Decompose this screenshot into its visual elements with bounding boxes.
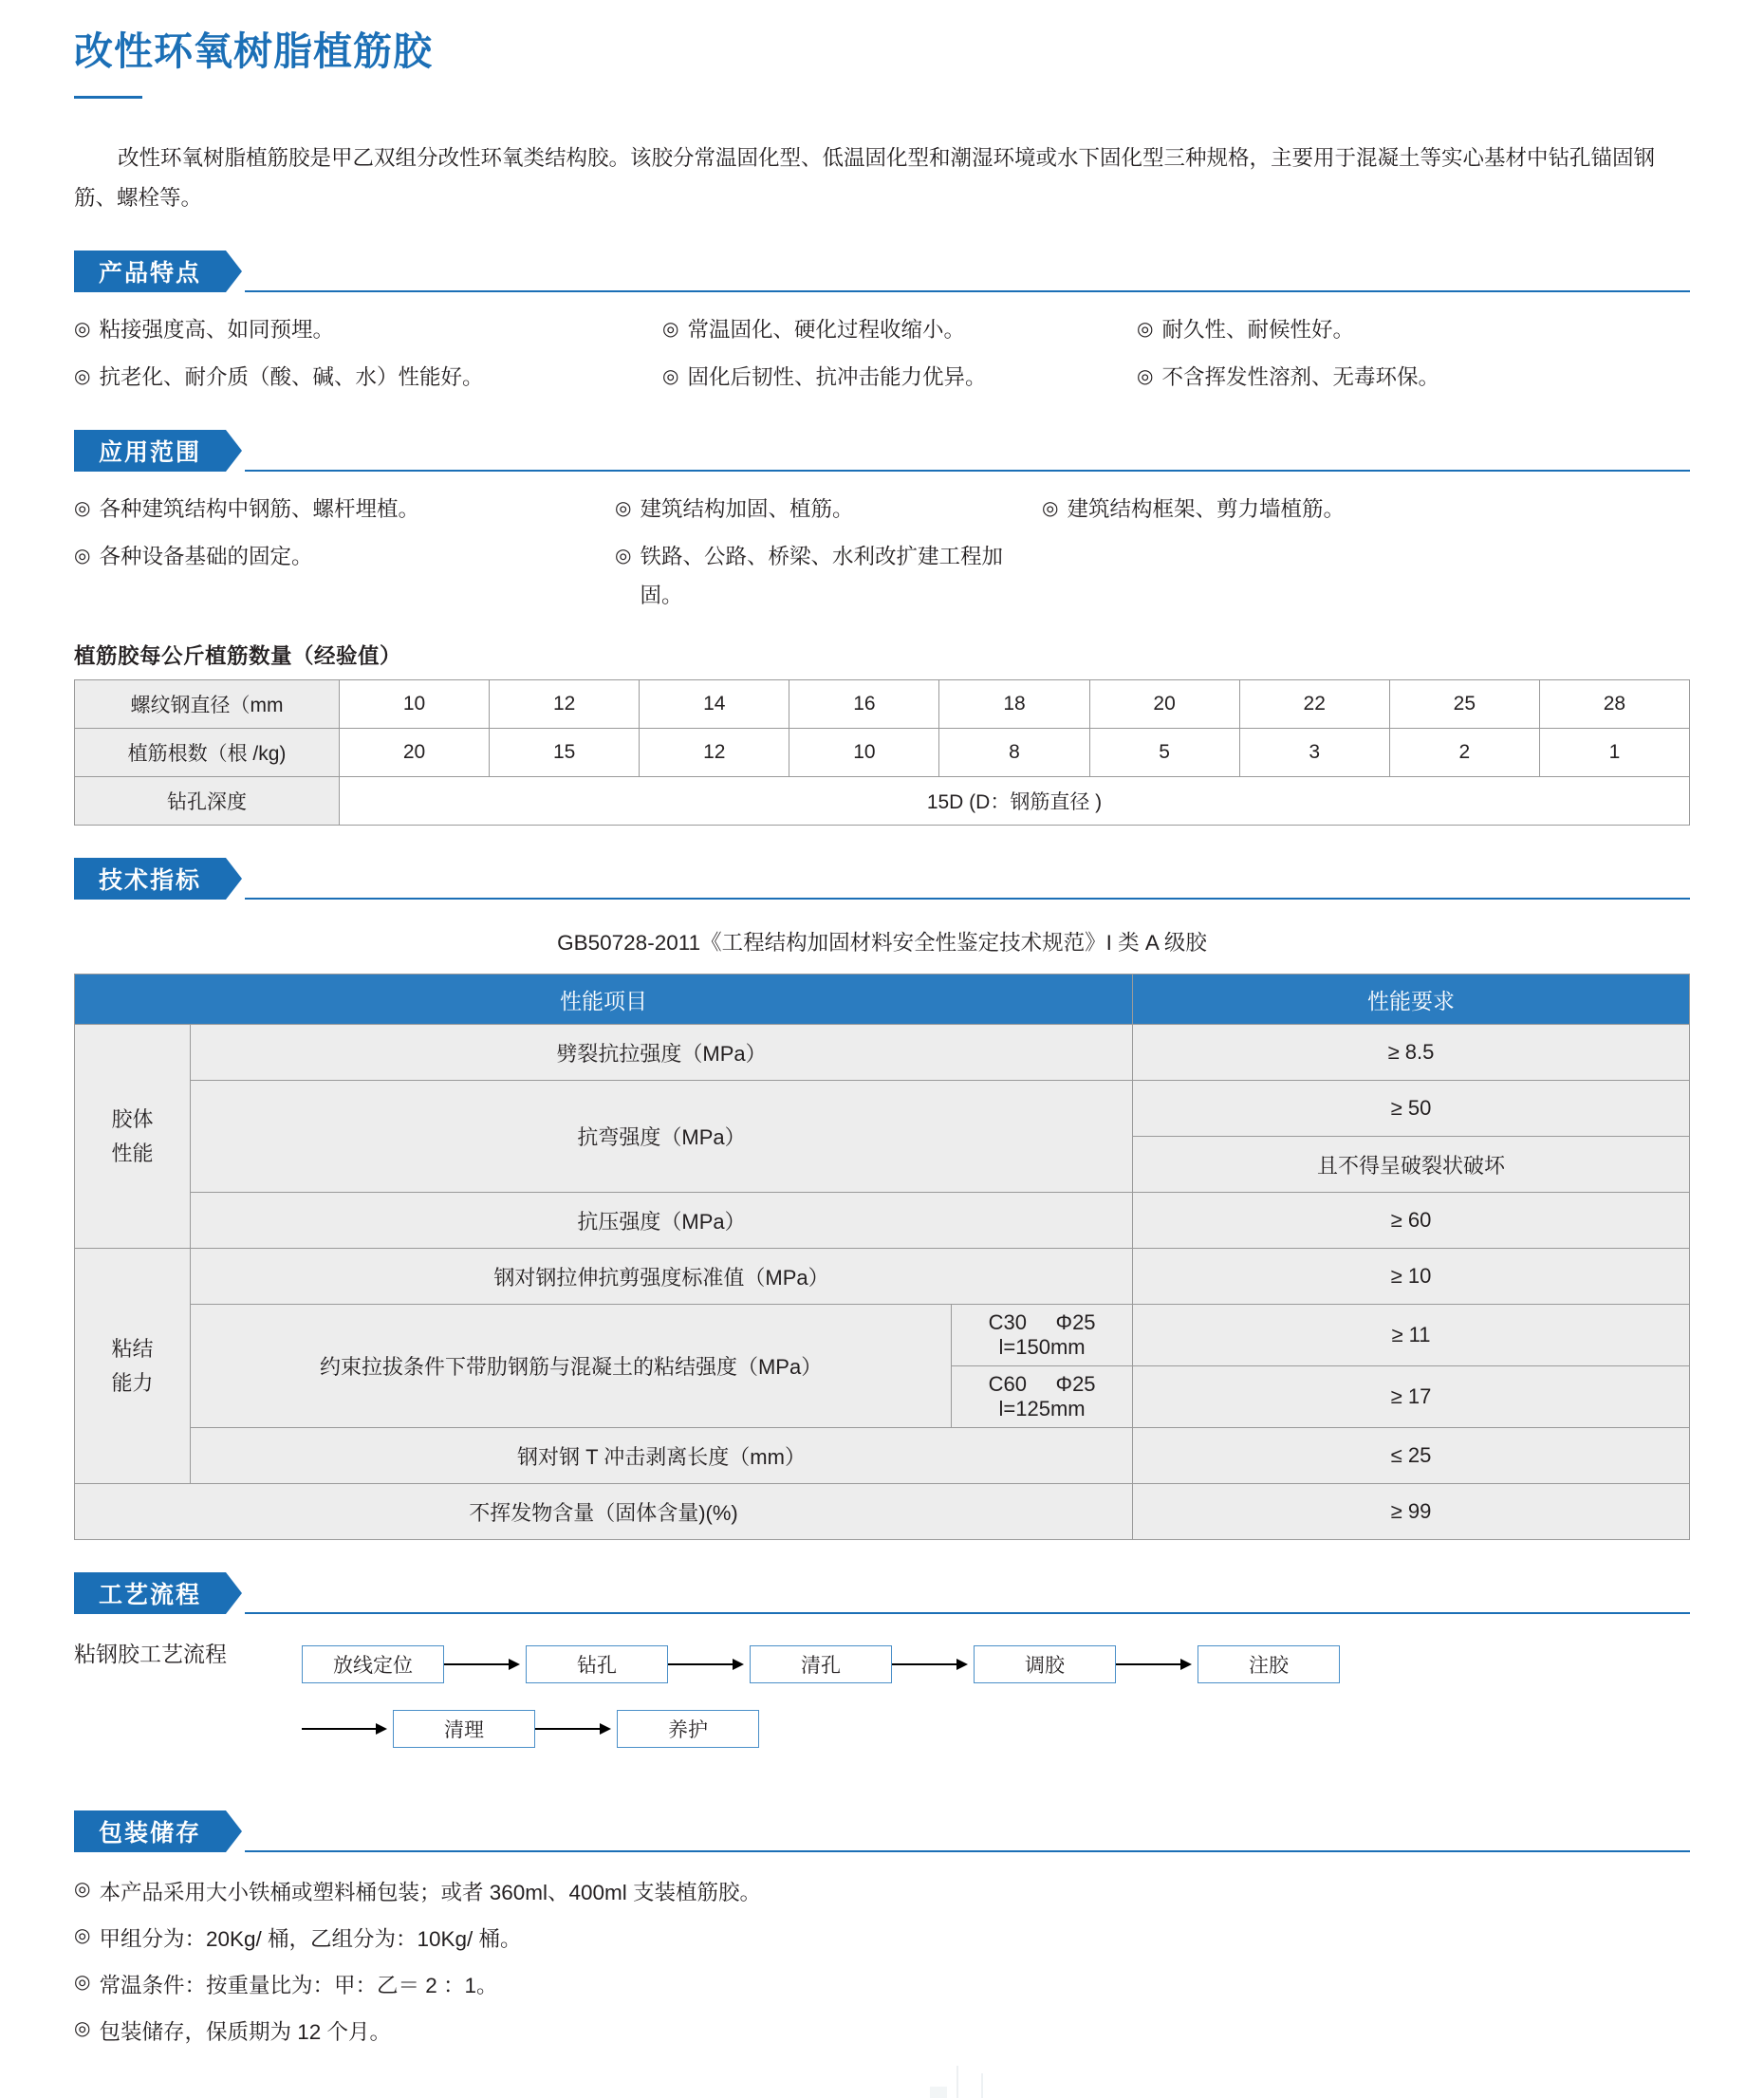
list-item	[1137, 311, 1690, 350]
section-rule	[245, 290, 1690, 292]
flow-step: 清理	[393, 1710, 535, 1748]
row-header-depth: 钻孔深度	[75, 777, 340, 826]
flow-row-1	[302, 1636, 1690, 1693]
standard-reference: GB50728-2011《工程结构加固材料安全性鉴定技术规范》I 类 A 级胶	[557, 931, 1207, 956]
section-technical	[74, 858, 1690, 1540]
section-application	[74, 430, 1690, 826]
cell: 15	[490, 729, 640, 777]
rebar-quantity-table	[74, 679, 1690, 826]
page-bottom-decoration	[930, 2066, 1044, 2098]
list-item-label: 不含挥发性溶剂、无毒环保。	[1161, 365, 1439, 390]
group-label-glue-body: 胶体 性能	[75, 1025, 191, 1249]
cell-item-label: 约束拉拔条件下带肋钢筋与混凝土的粘结强度（MPa）	[319, 1355, 823, 1380]
list-item	[74, 311, 662, 350]
section-title-process: 工艺流程	[74, 1572, 226, 1614]
list-item-label: 各种建筑结构中钢筋、螺杆埋植。	[99, 496, 419, 521]
list-item-label: 耐久性、耐候性好。	[1161, 317, 1354, 342]
process-flow-diagram	[302, 1636, 1690, 1778]
list-item-label: 甲组分为：20Kg/ 桶，乙组分为：10Kg/ 桶。	[99, 1927, 522, 1952]
bullet-icon: ◎	[74, 546, 91, 567]
cell-requirement: ≥ 8.5	[1133, 1025, 1690, 1081]
packaging-list	[74, 1871, 1690, 2053]
list-item-label: 常温固化、硬化过程收缩小。	[687, 317, 965, 342]
decoration-line	[981, 2073, 983, 2098]
technical-index-table	[74, 974, 1690, 1540]
cell-requirement: ≥ 11	[1133, 1305, 1690, 1366]
flow-step: 钻孔	[526, 1645, 668, 1683]
bullet-icon: ◎	[615, 546, 632, 567]
flow-step: 调胶	[974, 1645, 1116, 1683]
list-item	[615, 491, 1042, 529]
flow-arrow-icon	[892, 1659, 974, 1670]
cell: 20	[1089, 680, 1239, 729]
cell-requirement: ≥ 50	[1133, 1081, 1690, 1137]
cell: 3	[1239, 729, 1389, 777]
section-title-technical: 技术指标	[74, 858, 226, 900]
list-item-label: 建筑结构加固、植筋。	[640, 496, 854, 521]
section-features	[74, 251, 1690, 398]
cell: 20	[340, 729, 490, 777]
list-item-label: 铁路、公路、桥梁、水利改扩建工程加固。	[640, 545, 1003, 607]
col-header-requirement: 性能要求	[1133, 975, 1690, 1025]
list-item	[74, 2011, 1690, 2053]
row-header-diameter: 螺纹钢直径（mm	[75, 680, 340, 729]
cell: 10	[340, 680, 490, 729]
title-underline	[74, 96, 142, 99]
list-item-label: 常温条件：按重量比为：甲：乙＝ 2 ：1。	[99, 1974, 498, 1998]
bullet-icon: ◎	[74, 318, 91, 340]
rebar-table-caption: 植筋胶每公斤植筋数量（经验值）	[74, 644, 402, 669]
row-header-count: 植筋根数（根 /kg)	[75, 729, 340, 777]
col-header-item: 性能项目	[75, 975, 1133, 1025]
list-item-label: 包装储存，保质期为 12 个月。	[99, 2020, 391, 2045]
list-item	[662, 359, 1137, 398]
section-rule	[245, 1850, 1690, 1852]
section-header-packaging	[74, 1810, 1690, 1852]
cell-requirement: ≥ 17	[1133, 1366, 1690, 1428]
bullet-icon: ◎	[74, 366, 91, 388]
section-title-features: 产品特点	[74, 251, 226, 292]
cell-requirement: ≤ 25	[1133, 1428, 1690, 1484]
table-row	[75, 680, 1690, 729]
cell-item: 劈裂抗拉强度（MPa）	[191, 1025, 1133, 1081]
bullet-icon: ◎	[74, 1925, 91, 1947]
cell-subcondition: C60 Φ25 l=125mm	[952, 1366, 1133, 1428]
table-row	[75, 1249, 1690, 1305]
decoration-line	[956, 2066, 958, 2098]
table-row	[75, 1484, 1690, 1540]
flow-arrow-icon	[444, 1659, 526, 1670]
list-item-label: 建筑结构框架、剪力墙植筋。	[1067, 496, 1345, 521]
table-row	[75, 729, 1690, 777]
cell-requirement: ≥ 99	[1133, 1484, 1690, 1540]
list-item-spacer	[1042, 538, 1690, 615]
cell-depth-value: 15D (D：钢筋直径 )	[340, 777, 1690, 826]
bullet-icon: ◎	[662, 366, 679, 388]
bullet-icon: ◎	[74, 497, 91, 519]
section-title-application: 应用范围	[74, 430, 226, 472]
cell: 5	[1089, 729, 1239, 777]
table-row	[75, 777, 1690, 826]
bullet-icon: ◎	[662, 318, 679, 340]
flow-arrow-icon	[1116, 1659, 1198, 1670]
section-header-process	[74, 1572, 1690, 1614]
cell: 16	[789, 680, 939, 729]
cell: 12	[490, 680, 640, 729]
table-row	[75, 1193, 1690, 1249]
table-row	[75, 1428, 1690, 1484]
flow-row-2	[302, 1700, 1690, 1757]
table-row	[75, 1025, 1690, 1081]
bullet-icon: ◎	[1042, 497, 1059, 519]
cell-item: 钢对钢 T 冲击剥离长度（mm）	[191, 1428, 1133, 1484]
list-item-label: 固化后韧性、抗冲击能力优异。	[687, 365, 987, 390]
cell: 1	[1539, 729, 1689, 777]
flow-step: 注胶	[1198, 1645, 1340, 1683]
cell-item: 抗压强度（MPa）	[191, 1193, 1133, 1249]
list-item	[1042, 491, 1690, 529]
list-item	[74, 491, 615, 529]
cell-requirement: 且不得呈破裂状破坏	[1133, 1137, 1690, 1193]
cell: 28	[1539, 680, 1689, 729]
section-rule	[245, 898, 1690, 900]
bullet-icon: ◎	[1137, 318, 1154, 340]
list-item-label: 粘接强度高、如同预埋。	[99, 317, 334, 342]
application-list	[74, 491, 1690, 616]
cell: 12	[640, 729, 789, 777]
section-header-features	[74, 251, 1690, 292]
cell-requirement: ≥ 10	[1133, 1249, 1690, 1305]
cell-item: 钢对钢拉伸抗剪强度标准值（MPa）	[191, 1249, 1133, 1305]
flow-step: 放线定位	[302, 1645, 444, 1683]
cell: 14	[640, 680, 789, 729]
section-title-packaging: 包装储存	[74, 1810, 226, 1852]
section-rule	[245, 1612, 1690, 1614]
bullet-icon: ◎	[74, 2018, 91, 2040]
section-header-application	[74, 430, 1690, 472]
bullet-icon: ◎	[74, 1972, 91, 1994]
list-item	[615, 538, 1042, 615]
flow-step: 养护	[617, 1710, 759, 1748]
table-row	[75, 1081, 1690, 1137]
title-block	[0, 0, 1764, 99]
cell: 25	[1389, 680, 1539, 729]
cell-requirement: ≥ 60	[1133, 1193, 1690, 1249]
cell-item	[191, 1305, 952, 1428]
list-item	[74, 1918, 1690, 1960]
cell: 8	[939, 729, 1089, 777]
list-item	[74, 359, 662, 398]
list-item	[662, 311, 1137, 350]
section-header-technical	[74, 858, 1690, 900]
page-title: 改性环氧树脂植筋胶	[74, 29, 433, 73]
list-item	[74, 538, 615, 615]
section-process	[74, 1572, 1690, 1778]
table-header-row	[75, 975, 1690, 1025]
cell: 2	[1389, 729, 1539, 777]
features-list	[74, 311, 1690, 398]
cell: 18	[939, 680, 1089, 729]
bullet-icon: ◎	[1137, 366, 1154, 388]
list-item-label: 本产品采用大小铁桶或塑料桶包装；或者 360ml、400ml 支装植筋胶。	[99, 1881, 762, 1905]
flow-arrow-icon	[535, 1723, 617, 1735]
bullet-icon: ◎	[615, 497, 632, 519]
intro-paragraph: 改性环氧树脂植筋胶是甲乙双组分改性环氧类结构胶。该胶分常温固化型、低温固化型和潮湿环境或水下固化型三种规格，主要用于混凝土等实心基材中钻孔锚固钢筋、螺栓等。	[74, 146, 1656, 210]
cell: 22	[1239, 680, 1389, 729]
flow-arrow-icon	[668, 1659, 750, 1670]
cell: 10	[789, 729, 939, 777]
table-row	[75, 1305, 1690, 1366]
bullet-icon: ◎	[74, 1879, 91, 1901]
list-item-label: 各种设备基础的固定。	[99, 545, 313, 569]
cell-item: 抗弯强度（MPa）	[191, 1081, 1133, 1193]
section-packaging	[74, 1810, 1690, 2053]
flow-label: 粘钢胶工艺流程	[74, 1642, 227, 1667]
list-item-label: 抗老化、耐介质（酸、碱、水）性能好。	[99, 365, 484, 390]
flow-step: 清孔	[750, 1645, 892, 1683]
list-item	[74, 1871, 1690, 1914]
cell-subcondition: C30 Φ25 l=150mm	[952, 1305, 1133, 1366]
flow-arrow-icon	[302, 1723, 393, 1735]
decoration-block	[930, 2087, 947, 2098]
cell-item: 不挥发物含量（固体含量)(%)	[75, 1484, 1133, 1540]
section-rule	[245, 470, 1690, 472]
list-item	[74, 1964, 1690, 2007]
group-label-bond-capacity: 粘结 能力	[75, 1249, 191, 1484]
list-item	[1137, 359, 1690, 398]
